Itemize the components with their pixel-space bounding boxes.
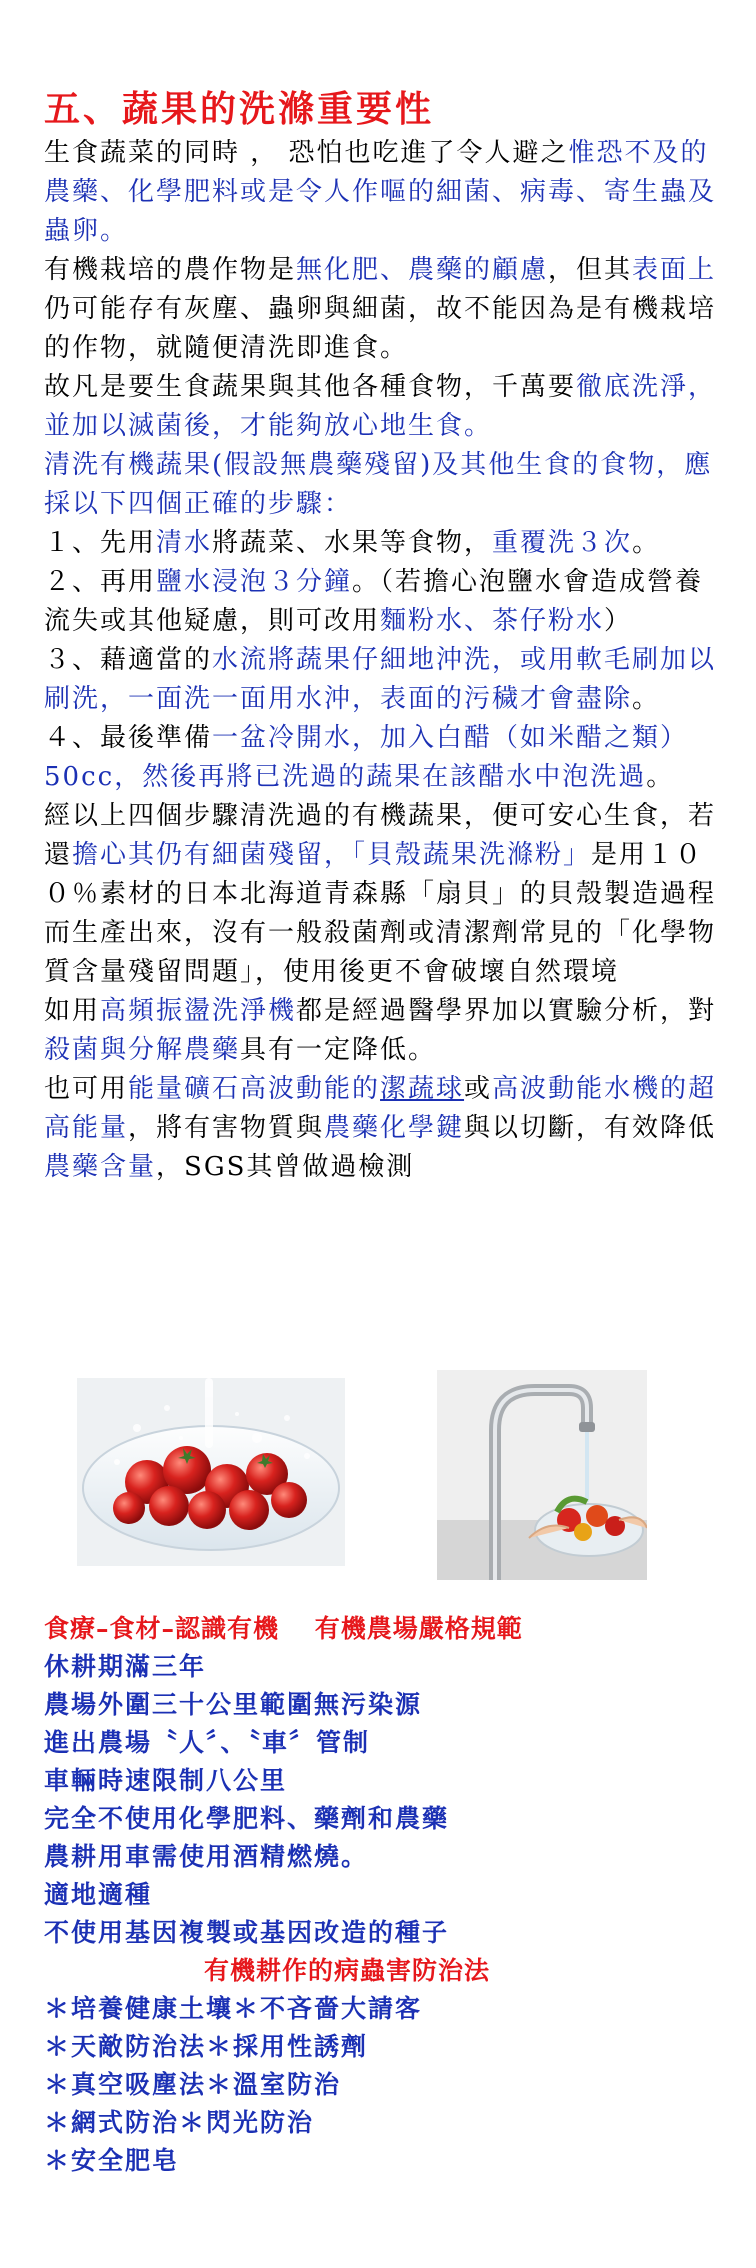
tomato-splash-illustration [77, 1378, 345, 1566]
paragraph-segment: 農藥化學鍵 [324, 1113, 465, 1143]
article-body [44, 134, 720, 1187]
paragraph-segment: ，將有害物質與 [128, 1113, 325, 1143]
paragraph-segment: ，SGS其曾做過檢測 [156, 1152, 415, 1182]
paragraph [44, 134, 720, 251]
paragraph-segment: 具有一定降低。 [240, 1035, 437, 1065]
paragraph [44, 524, 720, 563]
paragraph-segment: 水流將蔬果仔細地沖洗，或用軟毛刷加以刷洗，一面洗一面用水沖，表面的污穢才會盡除 [44, 645, 717, 714]
paragraph [44, 1070, 720, 1187]
paragraph-segment: 高頻振盪洗淨機 [100, 996, 297, 1026]
paragraph-segment: 擔心其仍有細菌殘留，「貝殼蔬果洗滌粉」 [72, 840, 592, 870]
paragraph-segment: 都是經過醫學界加以實驗分析，對 [296, 996, 717, 1026]
organic-rule-item: 進出農場〝人〞、〝車〞管制 [44, 1728, 371, 1757]
pest-method-row [44, 2028, 720, 2066]
pest-method-row [44, 1990, 720, 2028]
paragraph-segment: 也可用 [44, 1074, 129, 1104]
pest-method-item: ＊採用性誘劑 [206, 2032, 369, 2061]
organic-title: 食療–食材–認識有機 有機農場嚴格規範 [44, 1614, 523, 1643]
paragraph [44, 446, 720, 524]
organic-rule-item: 休耕期滿三年 [44, 1652, 207, 1681]
paragraph-segment: 。（若擔心泡鹽水會造成營養流失或其他疑慮，則可改用 [44, 567, 704, 636]
paragraph [44, 719, 720, 797]
paragraph-segment: 經以上四個步驟清洗過的有機蔬果，便可安心生食，若還 [44, 801, 717, 870]
pest-method-item: ＊不吝嗇大請客 [233, 1994, 423, 2023]
paragraph-segment: ４、最後準備 [44, 723, 213, 753]
paragraph-segment: 清洗有機蔬果(假設無農藥殘留)及其他生食的食物，應採以下四個正確的步驟： [44, 450, 713, 519]
organic-rule-item: 農場外圍三十公里範圍無污染源 [44, 1690, 423, 1719]
pest-control-title: 有機耕作的病蟲害防治法 [204, 1956, 491, 1985]
paragraph-segment: ） [604, 606, 633, 636]
paragraph-segment: 將蔬菜、水果等食物， [212, 528, 493, 558]
paragraph-segment: 殺菌與分解農藥 [44, 1035, 241, 1065]
paragraph-segment: 惟恐不及的農藥、化學肥料或是令人作嘔的細菌、病毒、寄生蟲及蟲卵。 [44, 138, 717, 246]
paragraph-segment: 一盆冷開水，加入白醋（如米醋之類）50cc，然後再將已洗過的蔬果在該醋水中泡洗過 [44, 723, 689, 792]
tomato-washing-photo [77, 1378, 345, 1566]
paragraph-segment: 。 [646, 762, 675, 792]
paragraph [44, 992, 720, 1070]
paragraph-segment: 故凡是要生食蔬果與其他各種食物，千萬要 [44, 372, 577, 402]
pest-method-item: ＊天敵防治法 [44, 2032, 207, 2061]
paragraph-segment: 與以切斷，有效降低 [464, 1113, 717, 1143]
paragraph-segment: 清水 [156, 528, 213, 558]
pest-method-item: ＊溫室防治 [206, 2070, 342, 2099]
paragraph-segment: 有機栽培的農作物是 [44, 255, 297, 285]
product-link-text: 潔蔬球 [380, 1074, 465, 1104]
pest-method-row [44, 2104, 720, 2142]
organic-rule-item: 不使用基因複製或基因改造的種子 [44, 1918, 450, 1947]
paragraph [44, 563, 720, 641]
pest-method-item: ＊真空吸塵法 [44, 2070, 207, 2099]
paragraph-segment: 。 [632, 684, 661, 714]
paragraph-segment: 麵粉水、茶仔粉水 [380, 606, 605, 636]
pest-method-row [44, 2066, 720, 2104]
pest-method-item: ＊安全肥皂 [44, 2146, 180, 2175]
paragraph [44, 368, 720, 446]
paragraph-segment: 重覆洗３次 [492, 528, 633, 558]
paragraph-segment: 能量礦石高波動能的 [128, 1074, 381, 1104]
paragraph-segment: ３、藉適當的 [44, 645, 213, 675]
paragraph-segment: 無化肥、農藥的顧慮 [296, 255, 549, 285]
paragraph-segment: ，但其 [548, 255, 633, 285]
paragraph-segment: 徹底洗淨，並加以滅菌後，才能夠放心地生食。 [44, 372, 717, 441]
paragraph-segment: 表面上 [632, 255, 717, 285]
organic-rule-item: 車輛時速限制八公里 [44, 1766, 288, 1795]
paragraph [44, 251, 720, 368]
paragraph-segment: 。 [632, 528, 661, 558]
faucet-illustration [437, 1370, 647, 1580]
paragraph-segment: 或 [464, 1074, 493, 1104]
section-title: 五、蔬果的洗滌重要性 [44, 88, 435, 130]
paragraph-segment: 生食蔬菜的同時 ， 恐怕也吃進了令人避之 [44, 138, 569, 168]
pest-method-row [44, 2142, 720, 2180]
pest-method-item: ＊培養健康土壤 [44, 1994, 234, 2023]
paragraph-segment: １、先用 [44, 528, 157, 558]
organic-rule-item: 適地適種 [44, 1880, 153, 1909]
paragraph-segment: 農藥含量 [44, 1152, 157, 1182]
organic-rules-list [44, 1648, 720, 1952]
paragraph-segment: ２、再用 [44, 567, 157, 597]
pest-method-item: ＊閃光防治 [179, 2108, 315, 2137]
organic-rule-item: 農耕用車需使用酒精燃燒。 [44, 1842, 369, 1871]
paragraph-segment: 是用１００％素材的日本北海道青森縣「扇貝」的貝殼製造過程而生產出來，沒有一般殺菌劑或清潔劑常見的「化學物質含量殘留問題」，使用後更不會破壞自然環境 [44, 840, 717, 987]
faucet-washing-photo [437, 1370, 647, 1580]
organic-rule-item: 完全不使用化學肥料、藥劑和農藥 [44, 1804, 450, 1833]
paragraph-segment: 鹽水浸泡３分鐘 [156, 567, 353, 597]
paragraph [44, 641, 720, 719]
paragraph [44, 797, 720, 992]
pest-method-item: ＊網式防治 [44, 2108, 180, 2137]
paragraph-segment: 如用 [44, 996, 101, 1026]
pest-control-list [44, 1990, 720, 2180]
organic-farm-section [44, 1610, 720, 2180]
paragraph-segment: 高波動能水機的超高能量 [44, 1074, 717, 1143]
paragraph-segment: 仍可能存有灰塵、蟲卵與細菌，故不能因為是有機栽培的作物，就隨便清洗即進食。 [44, 294, 717, 363]
